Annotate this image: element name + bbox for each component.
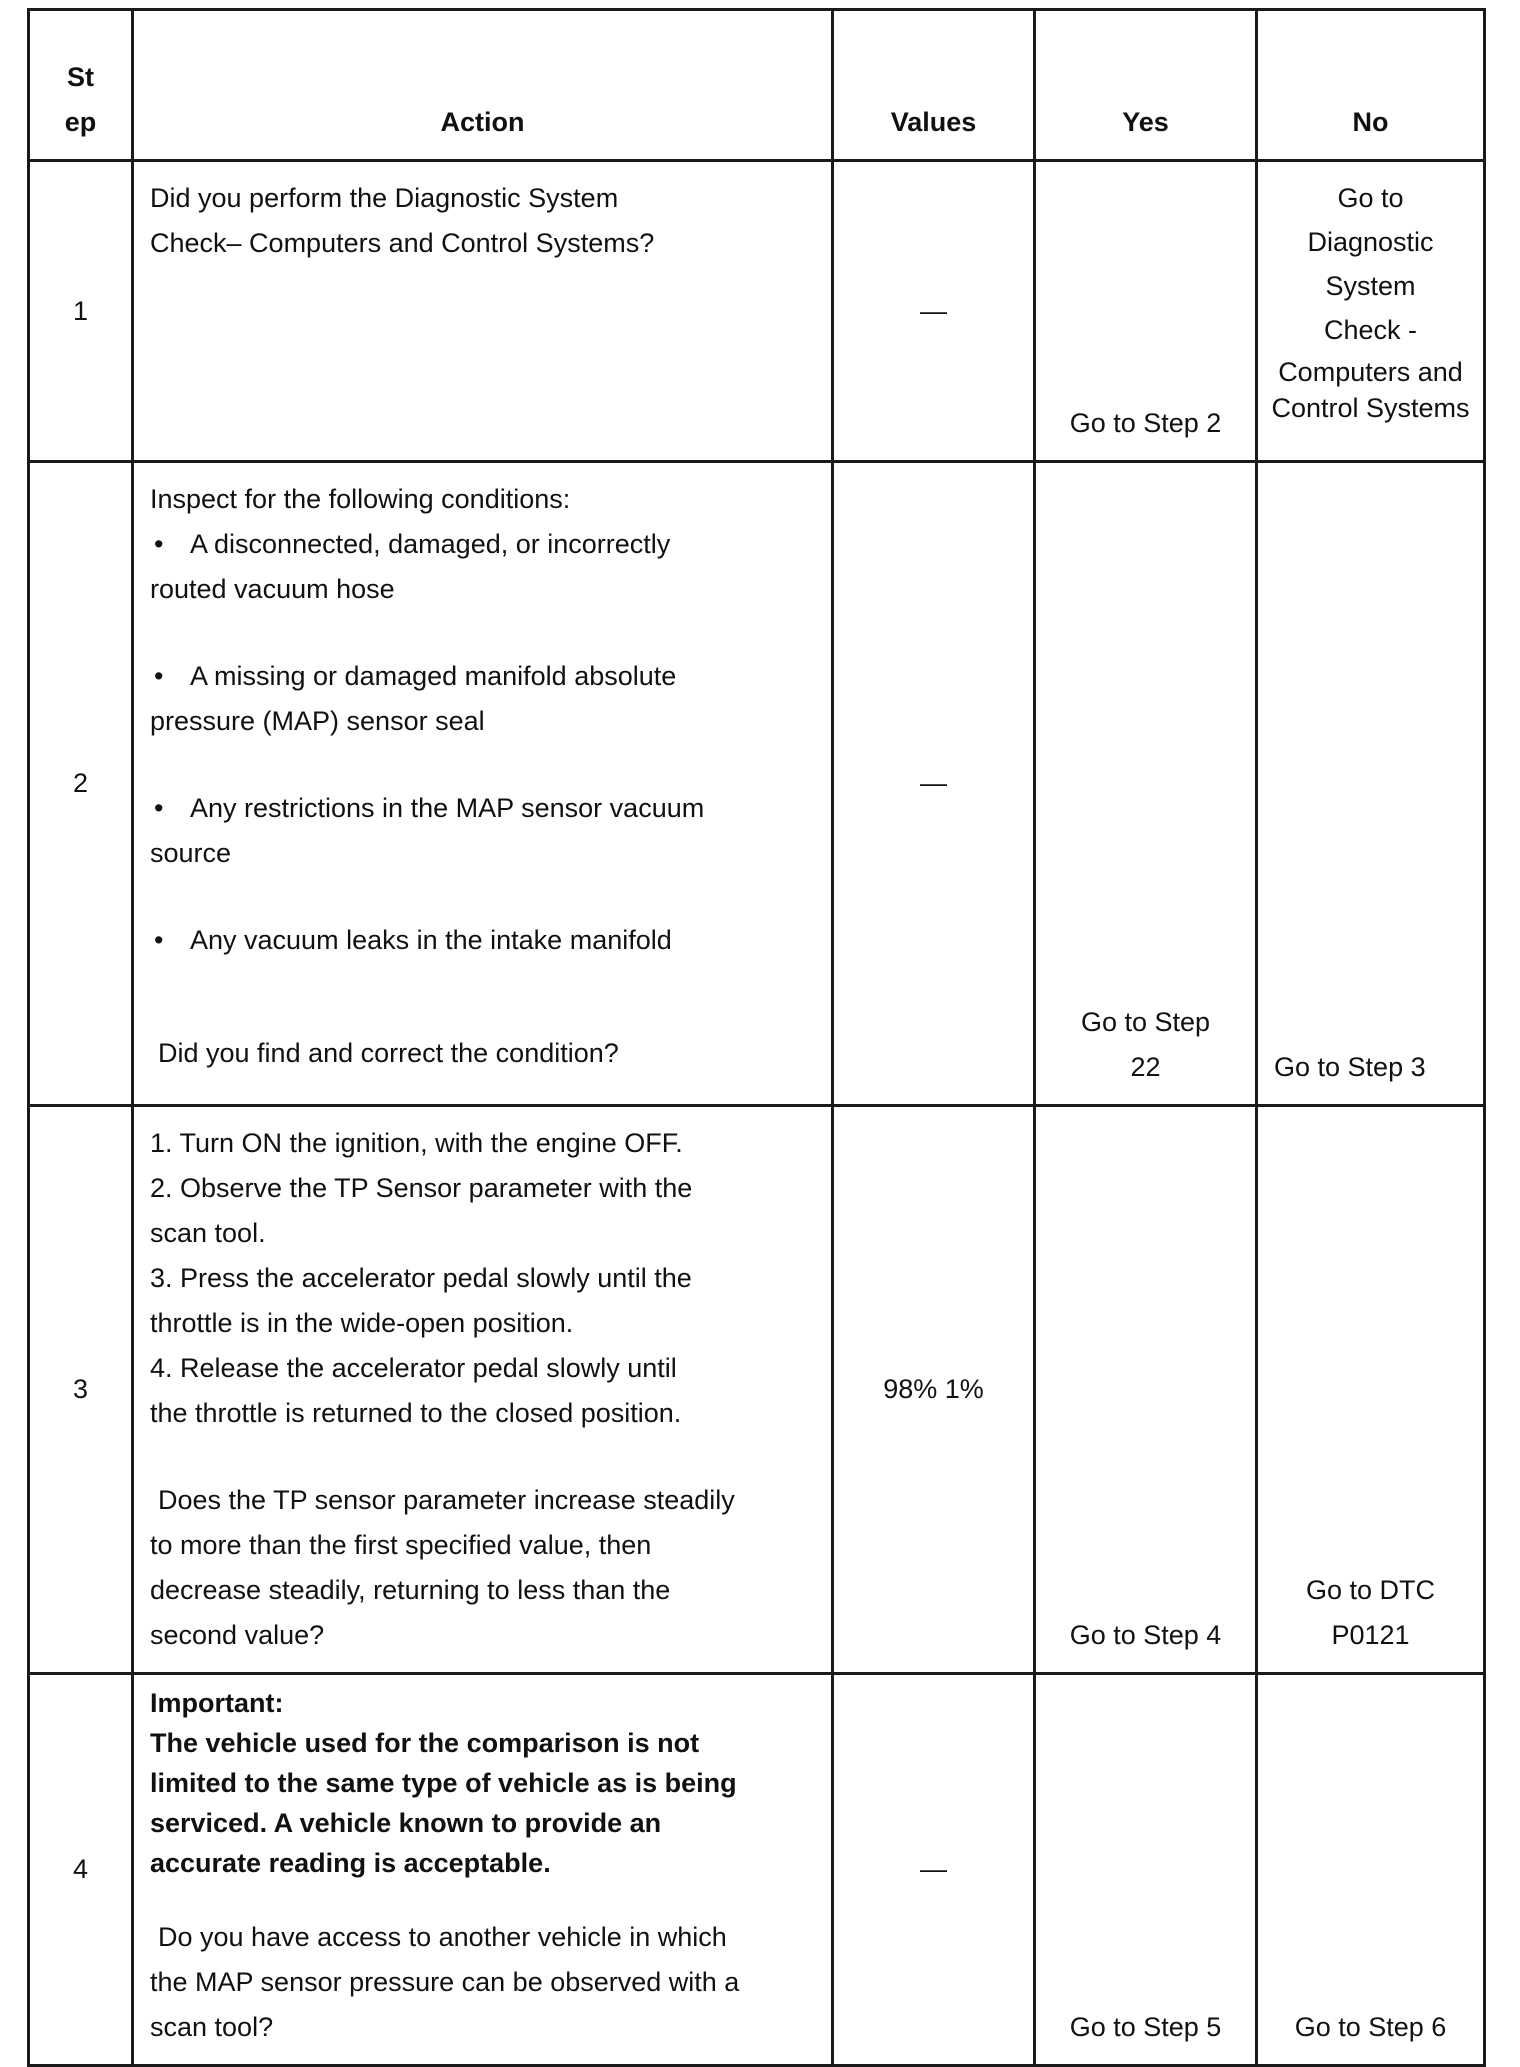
bullet-text: Any vacuum leaks in the intake manifold [190,925,672,955]
action-question-line: decrease steadily, returning to less than the [150,1575,671,1605]
diagnostic-table [27,8,1486,2067]
important-line: serviced. A vehicle known to provide an [150,1808,662,1838]
table-row [29,462,1485,1106]
action-cell [133,462,833,1106]
important-line: accurate reading is acceptable. [150,1848,551,1878]
action-line: Did you perform the Diagnostic System [150,183,619,213]
values-cell: 98% 1% [833,1106,1035,1674]
action-question-line: Does the TP sensor parameter increase steadily [158,1485,735,1515]
header-no: No [1257,10,1485,161]
action-cell [133,161,833,462]
table-header-row [29,10,1485,161]
header-action: Action [133,10,833,161]
header-step [29,10,133,161]
action-question-line: scan tool? [150,2012,274,2042]
no-line: Check - [1323,315,1418,345]
action-cell [133,1106,833,1674]
bullet-icon: • [154,529,164,559]
important-label: Important: [150,1688,284,1718]
bullet-text: A disconnected, damaged, or incorrectly [190,529,671,559]
bullet-item [150,918,807,963]
action-line: the throttle is returned to the closed position. [150,1398,682,1428]
action-line: Check– Computers and Control Systems? [150,228,655,258]
bullet-text-cont: routed vacuum hose [150,574,395,604]
no-cell [1257,161,1485,462]
action-question-line: to more than the first specified value, then [150,1530,652,1560]
bullet-icon: • [154,925,164,955]
no-line: Diagnostic [1307,227,1434,257]
no-line: Computers and [1278,357,1463,387]
action-line: 1. Turn ON the ignition, with the engine OFF. [150,1128,683,1158]
header-step-line: St [67,62,94,92]
bullet-item [150,522,807,567]
action-cell [133,1674,833,2066]
yes-cell [1035,462,1257,1106]
important-line: The vehicle used for the comparison is not [150,1728,700,1758]
action-intro: Inspect for the following conditions: [150,484,571,514]
bullet-item [150,786,807,831]
header-yes: Yes [1035,10,1257,161]
table-row [29,1674,1485,2066]
yes-line: Go to Step [1080,1007,1211,1037]
yes-line: 22 [1130,1052,1161,1082]
no-cell: Go to Step 6 [1257,1674,1485,2066]
action-line: throttle is in the wide-open position. [150,1308,574,1338]
yes-cell: Go to Step 5 [1035,1674,1257,2066]
bullet-icon: • [154,661,164,691]
bullet-text-cont: pressure (MAP) sensor seal [150,706,485,736]
no-cell [1257,1106,1485,1674]
no-line: Go to [1337,183,1404,213]
no-line: P0121 [1331,1620,1410,1650]
bullet-item [150,654,807,699]
no-cell: Go to Step 3 [1257,462,1485,1106]
values-cell: — [833,161,1035,462]
action-question: Did you find and correct the condition? [158,1038,619,1068]
bullet-icon: • [154,793,164,823]
yes-cell: Go to Step 2 [1035,161,1257,462]
action-line: 4. Release the accelerator pedal slowly until [150,1353,677,1383]
step-number: 3 [29,1106,133,1674]
step-number: 2 [29,462,133,1106]
action-line: 2. Observe the TP Sensor parameter with the [150,1173,693,1203]
no-line: System [1325,271,1416,301]
step-number: 4 [29,1674,133,2066]
header-step-line: ep [64,107,97,137]
values-cell: — [833,1674,1035,2066]
step-number: 1 [29,161,133,462]
bullet-text: A missing or damaged manifold absolute [190,661,677,691]
action-line: scan tool. [150,1218,266,1248]
action-question-line: Do you have access to another vehicle in which [158,1922,727,1952]
table-row [29,161,1485,462]
table-row [29,1106,1485,1674]
bullet-text-cont: source [150,838,232,868]
no-line: Control Systems [1271,393,1470,423]
action-line: 3. Press the accelerator pedal slowly until the [150,1263,692,1293]
bullet-text: Any restrictions in the MAP sensor vacuum [190,793,705,823]
important-line: limited to the same type of vehicle as is being [150,1768,737,1798]
action-question-line: second value? [150,1620,325,1650]
action-question-line: the MAP sensor pressure can be observed with a [150,1967,740,1997]
header-values: Values [833,10,1035,161]
values-cell: — [833,462,1035,1106]
yes-cell: Go to Step 4 [1035,1106,1257,1674]
no-line: Go to DTC [1305,1575,1436,1605]
